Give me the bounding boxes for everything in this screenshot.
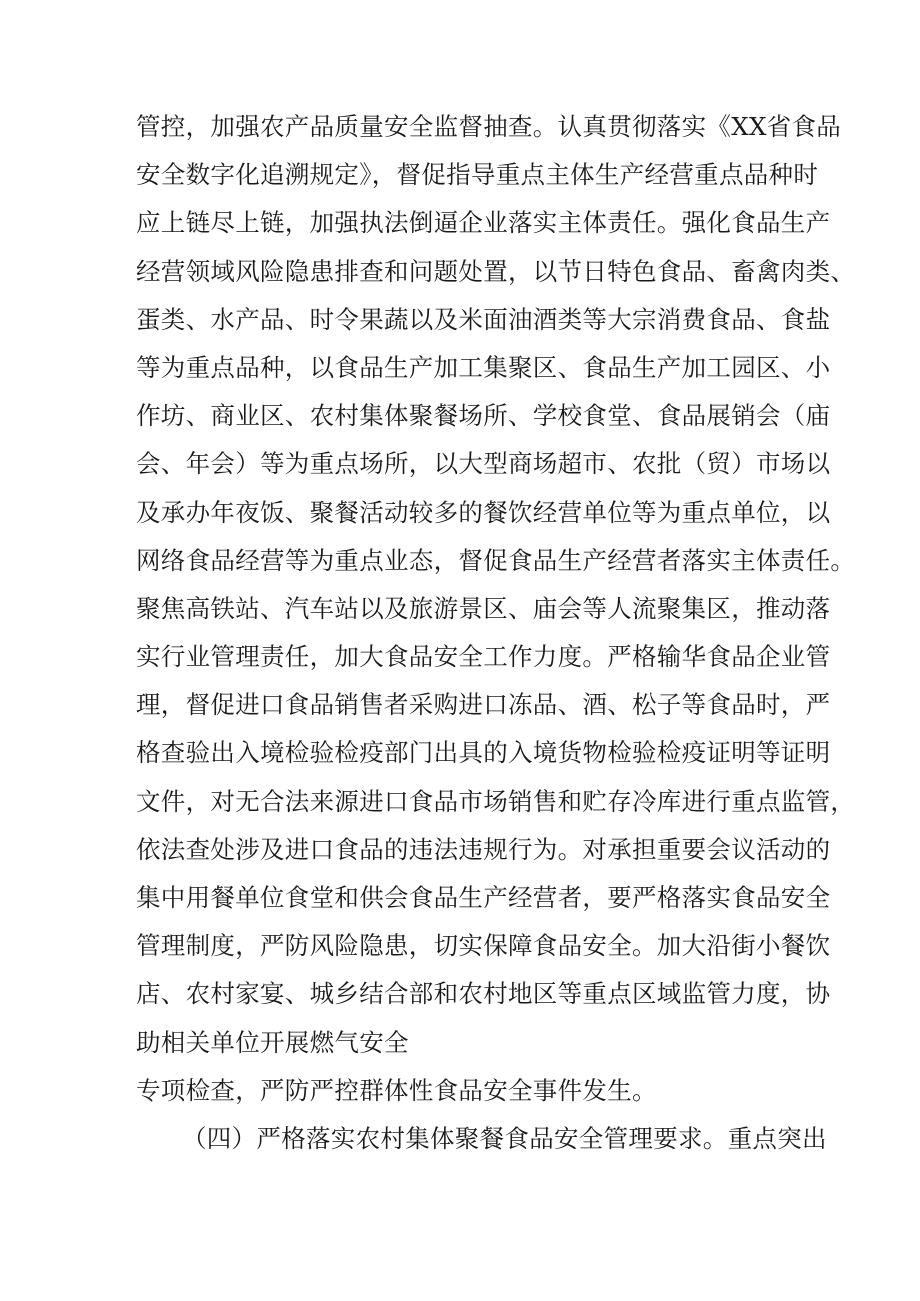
paragraph-line: 等为重点品种，以食品生产加工集聚区、食品生产加工园区、小 — [136, 352, 831, 382]
paragraph-line: 助相关单位开展燃气安全 — [136, 1027, 409, 1057]
paragraph-line: 蛋类、水产品、时令果蔬以及米面油酒类等大宗消费食品、食盐 — [136, 304, 831, 334]
paragraph-line: 会、年会）等为重点场所，以大型商场超市、农批（贸）市场以 — [136, 449, 831, 479]
paragraph-line: 及承办年夜饭、聚餐活动较多的餐饮经营单位等为重点单位，以 — [136, 497, 831, 527]
section-heading-line: （四）严格落实农村集体聚餐食品安全管理要求。重点突出 — [182, 1123, 827, 1153]
paragraph-line: 管控，加强农产品质量安全监督抽查。认真贯彻落实《XX省食品 — [136, 112, 842, 141]
paragraph-line: 应上链尽上链，加强执法倒逼企业落实主体责任。强化食品生产 — [136, 208, 831, 238]
paragraph-line: 作坊、商业区、农村集体聚餐场所、学校食堂、食品展销会（庙 — [136, 401, 831, 431]
paragraph-line: 聚焦高铁站、汽车站以及旅游景区、庙会等人流聚集区，推动落 — [136, 593, 831, 623]
paragraph-line: 理，督促进口食品销售者采购进口冻品、酒、松子等食品时，严 — [136, 690, 831, 720]
paragraph-line: 实行业管理责任，加大食品安全工作力度。严格输华食品企业管 — [136, 642, 831, 672]
paragraph-line: 集中用餐单位食堂和供会食品生产经营者，要严格落实食品安全 — [136, 883, 831, 912]
paragraph-line: 管理制度，严防风险隐患，切实保障食品安全。加大沿街小餐饮 — [136, 931, 831, 961]
paragraph-line: 专项检查，严防严控群体性食品安全事件发生。 — [136, 1075, 657, 1105]
paragraph-line: 文件，对无合法来源进口食品市场销售和贮存冷库进行重点监管， — [136, 786, 856, 816]
paragraph-line: 网络食品经营等为重点业态，督促食品生产经营者落实主体责任。 — [136, 545, 856, 575]
paragraph-line: 格查验出入境检验检疫部门出具的入境货物检验检疫证明等证明 — [136, 738, 831, 768]
paragraph-line: 安全数字化追溯规定》，督促指导重点主体生产经营重点品种时 — [136, 160, 819, 190]
paragraph-line: 依法查处涉及进口食品的违法违规行为。对承担重要会议活动的 — [136, 834, 831, 864]
paragraph-line: 经营领域风险隐患排查和问题处置，以节日特色食品、畜禽肉类、 — [136, 256, 856, 286]
body-text-block — [136, 103, 856, 1163]
paragraph-line: 店、农村家宴、城乡结合部和农村地区等重点区域监管力度，协 — [136, 979, 831, 1009]
